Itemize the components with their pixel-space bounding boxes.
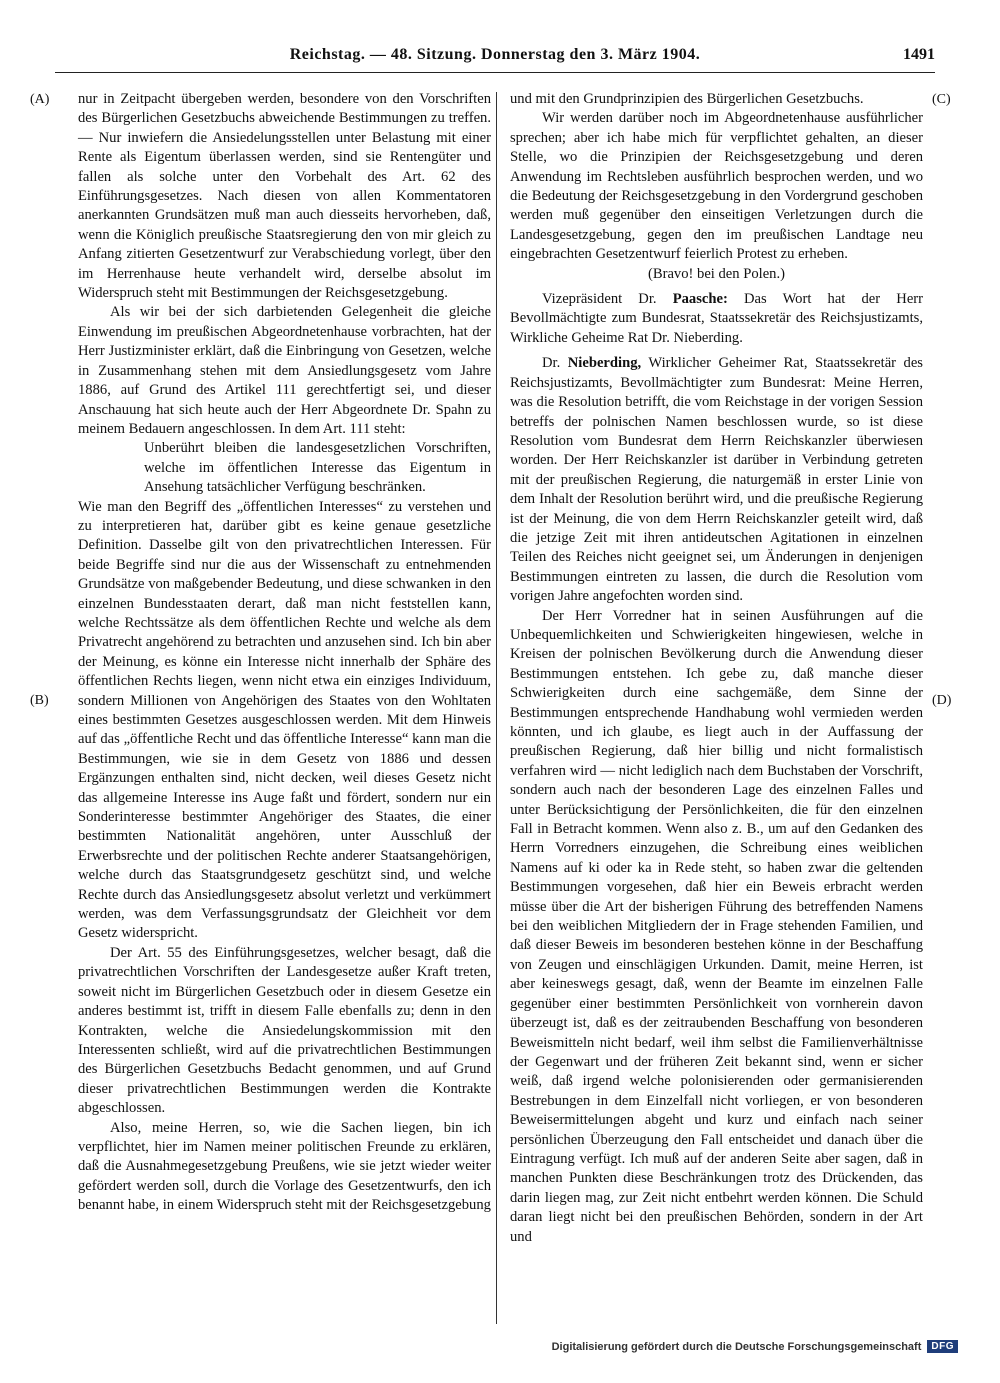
speaker-paragraph bbox=[510, 354, 923, 606]
paragraph: und mit den Grundprinzipien des Bürgerlichen Gesetzbuchs. bbox=[510, 91, 864, 107]
left-column bbox=[78, 90, 491, 1216]
margin-label-c: (C) bbox=[932, 92, 951, 107]
speaker-paragraph bbox=[510, 290, 923, 348]
page-number: 1491 bbox=[903, 46, 935, 63]
footer-text: Digitalisierung gefördert durch die Deutsche Forschungsgemeinschaft bbox=[551, 1340, 922, 1353]
paragraph: Als wir bei der sich darbietenden Gelegenheit die gleiche Einwendung im preußischen Abgeordnetenhause vorbrachten, hat der Herr Justizminister erklärt, daß die Einbringung von Gesetzen, welche in Zusammenhang stehen mit dem Ansiedlungsgesetz vom Jahre 1886, auf Grund des Artikel 111 gerechtfertigt sei, und dieser Anschauung hat sich heute auch der Herr Abgeordnete Dr. Spahn zu meinem Bedauern angeschlossen. In dem Art. 111 steht: bbox=[78, 304, 491, 437]
page-header bbox=[55, 46, 935, 73]
paragraph: Der Herr Vorredner hat in seinen Ausführungen auf die Unbequemlichkeiten und Schwierigkeiten hingewiesen, welche in Kreisen der polnischen Bevölkerung durch die Anwendung dieser Bestimmungen entstehen. Ich gebe zu, daß manche dieser Schwierigkeiten durch eine sachgemäße, dem Sinne der Bestimmungen entsprechende Handhabung wohl vermieden werden könnten, und ich glaube, es liegt auch in der Auffassung der preußischen Regierung, daß hier billig und nicht formalistisch verfahren wird — nicht lediglich nach dem Buchstaben der Vorschrift, sondern auch nach der besonderen Lage des einzelnen Falles und unter Berücksichtigung der Persönlichkeiten, die für den einzelnen Fall in Betracht kommen. Wenn also z. B., um auf den Gedanken des Herrn Vorredners einzugehen, die Schreibung eines weiblichen Namens auf ki oder ka in Rede steht, so haben zwar die geltenden Bestimmungen vorgesehen, daß hier ein Beweis erbracht werden müsse über die Art der bisherigen Führung des betreffenden Namens bei den weiblichen Mitgliedern der in Frage stehenden Familien, und daß dieser Beweis im besonderen bestehen könne in der Beschaffung von Zeugen und einschlägigen Urkunden. Damit, meine Herren, ist aber keineswegs gesagt, daß, wenn der Beamte im einzelnen Falle gegenüber einer bestimmten Persönlichkeit von vornherein davon überzeugt ist, daß es der zeitraubenden Beschaffung von besonderen Beweismitteln nicht bedarf, weil ihm selbst die Familienverhältnisse der Gegenwart und der früheren Zeit bekannt sind, wenn er sicher weiß, daß irgend welche polonisierenden oder germanisierenden Bestrebungen in dem Einzelfall nicht vorliegen, er von besonderen Beweisermittelungen abgeht und kurz und einfach nach seiner persönlichen Überzeugung den Fall entscheidet und danach über die Eintragung verfügt. Ich muß auf der anderen Seite aber sagen, daß in manchen Punkten diese Beschränkungen trotz des Drückenden, das darin liegen mag, zur Zeit nicht entbehrt werden können. Die Schuld daran liegt nicht bei den preußischen Behörden, sondern in der Art und bbox=[510, 607, 923, 1245]
speaker-name: Paasche: bbox=[672, 291, 728, 308]
margin-label-b: (B) bbox=[30, 693, 49, 708]
speaker-intro: Dr. bbox=[542, 355, 561, 372]
column-divider bbox=[496, 92, 497, 1324]
quoted-article: Unberührt bleiben die landesgesetzlichen Vorschriften, welche im öffentlichen Interesse das Eigentum in Ansehung tatsächlicher Verfügung beschränken. bbox=[144, 440, 491, 496]
paragraph: Also, meine Herren, so, wie die Sachen liegen, bin ich verpflichtet, hier im Namen meiner politischen Freunde zu erklären, daß die Ausnahmegesetzgebung Preußens, wie sie jetzt wieder weiter gefördert werden soll, durch die Vorlage des Gesetzentwurfs, den ich benannt habe, in einem Widerspruch steht mit der Reichsgesetzgebung bbox=[78, 1119, 491, 1214]
speaker-intro: Vizepräsident Dr. bbox=[542, 291, 657, 308]
paragraph: Wie man den Begriff des „öffentlichen Interesses“ zu verstehen und zu interpretieren hat, darüber gibt es keine genaue gesetzliche Definition. Dasselbe gilt von den privatrechtlichen Interessen. Für beide Begriffe sind nur die aus der Wissenschaft zu entnehmenden Grundsätze von maßgebender Bedeutung, und diese schwanken in den einzelnen Bundesstaaten derart, daß man nicht feststellen kann, welche Rechtssätze als dem öffentlichen Rechte und welche als dem Privatrecht angehörend zu betrachten und anzusehen sind. Ich bin aber der Meinung, es könne ein Interesse nicht innerhalb der Sphäre des öffentlichen Rechts liegen, wenn nicht etwa ein einziges Individuum, sondern Millionen von Angehörigen des Staates von den Wohltaten eines bestimmten Gesetzes ausgeschlossen werden. Mit dem Hinweis auf das „öffentliche Recht und das öffentliche Interesse“ kann man die Bestimmungen, wie sie in dem Gesetz von 1886 und dessen Ergänzungen enthalten sind, nicht decken, weil dieses Gesetz nicht das allgemeine Interesse ins Auge faßt und fördert, sondern nur ein Sonderinteresse bestimmter Angehöriger des Staates, die einer bestimmten Nationalität angehören, unter Ausschluß der Erwerbsrechte und der politischen Rechte anderer Staatsangehörigen, welche durch das Staatsgrundgesetz geschützt sind, und welche Rechte durch das Ansiedlungsgesetz absolut verletzt und verkümmert werden, was dem Verfassungsgrundsatz der Gleichheit vor dem Gesetz widerspricht. bbox=[78, 498, 491, 942]
paragraph: Wir werden darüber noch im Abgeordnetenhause ausführlicher sprechen; aber ich habe mich für verpflichtet gehalten, an dieser Stelle, wo die Prinzipien der Reichsgesetzgebung und deren Anwendung im Rechtsleben ausführlich besprochen werden, und wo die Bedeutung der Reichsgesetzgebung in den Vordergrund geschoben werden muß gegenüber den einseitigen Verletzungen durch die Landesgesetzgebung, gegen den im preußischen Landtage neu eingebrachten Gesetzentwurf feierlich Protest zu erheben. bbox=[510, 110, 923, 263]
paragraph: nur in Zeitpacht übergeben werden, besondere von den Vorschriften des Bürgerlichen Gesetzbuchs abweichende Bestimmungen zu treffen. — Nur inwiefern die Ansiedelungsstellen unter Belastung mit einer Rente als Eigentum überlassen werden, sind sie Rentengüter und fallen als solche unter den Vorbehalt des Art. 62 des Einführungsgesetzes. Nach diesen von allen Kommentatoren anerkannten Grundsätzen muß man auch diesseits hervorheben, daß, wenn die Königlich preußische Staatsregierung den von mir gleich zu Anfang zitierten Gesetzentwurf zur Verabschiedung vorlegt, über den im Herrenhause heute verhandelt wird, derselbe absolut im Widerspruch steht mit Bestimmungen der Reichsgesetzgebung. bbox=[78, 91, 491, 302]
speaker-text: Das Wort hat der Herr Bevollmächtigte zum Bundesrat, Staatssekretär des Reichsjustizamts, Wirkliche Geheime Rat Dr. Nieberding. bbox=[510, 291, 924, 346]
applause-note: (Bravo! bei den Polen.) bbox=[648, 265, 785, 282]
paragraph: Der Art. 55 des Einführungsgesetzes, welcher besagt, daß die privatrechtlichen Vorschriften der Landesgesetze außer Kraft treten, soweit nicht im Bürgerlichen Gesetzbuch oder in diesem Gesetze ein anderes bestimmt ist, trifft in diesem Falle ebenfalls zu; denn in den Kontrakten, welche die Ansiedelungskommission mit den Interessenten schließt, wird auf die privatrechtlichen Bestimmungen des Bürgerlichen Gesetzbuchs Bedacht genommen, und auf Grund dieser privatrechtlichen Bestimmungen werden die Kontrakte abgeschlossen. bbox=[78, 944, 491, 1117]
speaker-name: Nieberding, bbox=[567, 355, 642, 372]
margin-label-d: (D) bbox=[932, 693, 952, 708]
speaker-text: Wirklicher Geheimer Rat, Staatssekretär des Reichsjustizamts, Bevollmächtigter zum Bundesrat: Meine Herren, was die Resolution betrifft, die vom Reichstage in der vorigen Session betreffs der polnischen Namen beschlossen wurde, so ist diese Resolution vom Bundesrat dem Herrn Reichskanzler überwiesen worden. Der Herr Reichskanzler ist darüber in Verbindung getreten mit der preußischen Regierung, die naturgemäß in erster Linie von dem Inhalt der Resolution berührt wird, und die preußische Regierung ist der Meinung, die von dem Herrn Reichskanzler geteilt wird, daß die jetzige Zeit mit ihren antideutschen Agitationen in einzelnen Teilen des Reiches nicht geeignet sei, um Änderungen in denjenigen Bestimmungen eintreten zu lassen, die durch die Resolution vom vorigen Jahre angefochten worden sind. bbox=[510, 355, 923, 605]
dfg-logo: DFG bbox=[927, 1340, 958, 1353]
margin-label-a: (A) bbox=[30, 92, 50, 107]
page-title: Reichstag. — 48. Sitzung. Donnerstag den 3. März 1904. bbox=[289, 46, 701, 63]
right-column bbox=[510, 90, 923, 1247]
footer bbox=[552, 1340, 958, 1353]
